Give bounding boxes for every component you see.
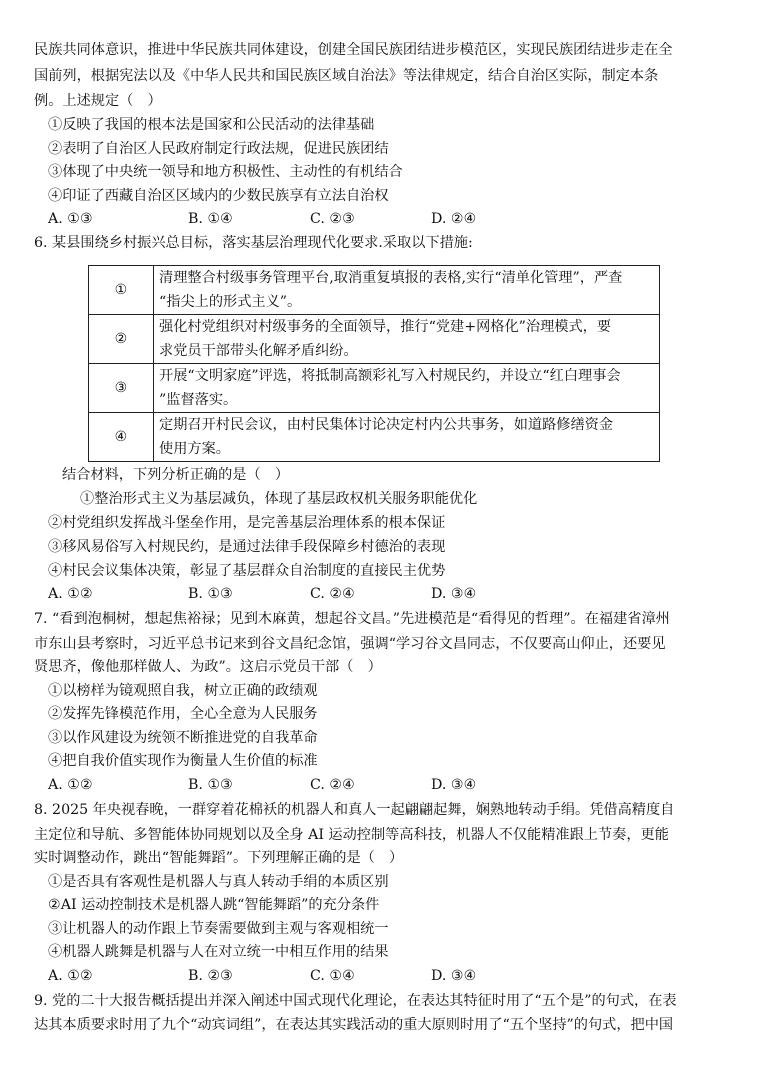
q6-choices [48, 584, 608, 604]
table-row [89, 315, 660, 364]
q6-choice-d[interactable]: D. ③④ [431, 586, 477, 602]
q7-stem-line-1: 7. “看到泡桐树，想起焦裕禄；见到木麻黄，想起谷文昌。”先进模范是“看得见的哲理”。在福建省漳州 [34, 611, 670, 627]
q6-choice-c[interactable]: C. ②④ [310, 586, 355, 602]
q8-option-2: ②AI 运动控制技术是机器人跳“智能舞蹈”的充分条件 [48, 897, 380, 913]
q7-option-2: ②发挥先锋模范作用，全心全意为人民服务 [48, 706, 318, 722]
q6-measures-table [88, 265, 660, 462]
q8-choice-b[interactable]: B. ②③ [188, 968, 233, 984]
q8-choice-c[interactable]: C. ①④ [310, 968, 355, 984]
q5-stem-line-3: 例。上述规定（ ） [34, 93, 162, 109]
q8-stem-line-3: 实时调整动作，跳出“智能舞蹈”。下列理解正确的是（ ） [34, 850, 404, 866]
q5-option-2: ②表明了自治区人民政府制定行政法规，促进民族团结 [48, 141, 389, 157]
measure-number: ② [89, 315, 154, 364]
table-row [89, 266, 660, 315]
measure-text [154, 364, 660, 413]
q7-choices [48, 775, 608, 795]
measure-text-line: 使用方案。 [159, 441, 230, 457]
q9-stem-line-2: 达其本质要求时用了九个“动宾词组”，在表达其实践活动的重大原则时用了“五个坚持”的句式，把中国 [34, 1017, 674, 1033]
measure-text [154, 315, 660, 364]
q8-option-1: ①是否具有客观性是机器人与真人转动手绢的本质区别 [48, 874, 389, 890]
measure-text-line: ”监督落实。 [159, 392, 238, 408]
q9-stem-line-1: 9. 党的二十大报告概括提出并深入阐述中国式现代化理论，在表达其特征时用了“五个是”的句式，在表 [34, 993, 677, 1009]
q7-stem-line-2: 市东山县考察时，习近平总书记来到谷文昌纪念馆，强调“学习谷文昌同志，不仅要高山仰止，还要见 [34, 636, 666, 652]
table-row [89, 413, 660, 462]
measure-text [154, 413, 660, 462]
q8-choices [48, 966, 608, 986]
q5-choices [48, 209, 608, 229]
q5-choice-d[interactable]: D. ②④ [431, 211, 477, 227]
q5-choice-b[interactable]: B. ①④ [188, 211, 233, 227]
q5-choice-c[interactable]: C. ②③ [310, 211, 355, 227]
q6-option-3: ③移风易俗写入村规民约，是通过法律手段保障乡村德治的表现 [48, 539, 446, 555]
q7-choice-c[interactable]: C. ②④ [310, 777, 355, 793]
measure-number: ④ [89, 413, 154, 462]
q7-choice-d[interactable]: D. ③④ [431, 777, 477, 793]
measure-text-line: 求党员干部带头化解矛盾纠纷。 [159, 343, 358, 359]
q7-option-1: ①以榜样为镜观照自我，树立正确的政绩观 [48, 683, 318, 699]
measure-text [154, 266, 660, 315]
q8-stem-line-2: 主定位和导航、多智能体协同规划以及全身 AI 运动控制等高科技，机器人不仅能精准跟上节奏，更能 [34, 827, 669, 843]
q6-option-2: ②村党组织发挥战斗堡垒作用，是完善基层治理体系的根本保证 [48, 515, 446, 531]
q5-option-3: ③体现了中央统一领导和地方积极性、主动性的有机结合 [48, 164, 403, 180]
q8-choice-a[interactable]: A. ①② [48, 968, 93, 984]
measure-number: ① [89, 266, 154, 315]
q6-stem: 6. 某县围绕乡村振兴总目标，落实基层治理现代化要求.采取以下措施: [34, 235, 473, 251]
q7-option-4: ④把自我价值实现作为衡量人生价值的标准 [48, 753, 318, 769]
measure-text-line: 清理整合村级事务管理平台,取消重复填报的表格,实行“清单化管理”，严查 [159, 270, 623, 286]
q6-choice-a[interactable]: A. ①② [48, 586, 93, 602]
q8-option-3: ③让机器人的动作跟上节奏需要做到主观与客观相统一 [48, 921, 389, 937]
q7-choice-a[interactable]: A. ①② [48, 777, 93, 793]
q6-choice-b[interactable]: B. ①③ [188, 586, 233, 602]
q5-stem-line-2: 国前列，根据宪法以及《中华人民共和国民族区域自治法》等法律规定，结合自治区实际，制定本条 [34, 68, 659, 84]
q8-stem-line-1: 8. 2025 年央视春晚，一群穿着花棉袄的机器人和真人一起翩翩起舞，娴熟地转动手绢。凭借高精度自 [34, 802, 675, 818]
q7-choice-b[interactable]: B. ①③ [188, 777, 233, 793]
q8-option-4: ④机器人跳舞是机器与人在对立统一中相互作用的结果 [48, 944, 389, 960]
q7-option-3: ③以作风建设为统领不断推进党的自我革命 [48, 730, 318, 746]
q6-option-1: ①整治形式主义为基层减负，体现了基层政权机关服务职能优化 [80, 491, 478, 507]
measure-text-line: 强化村党组织对村级事务的全面领导，推行“党建+网格化”治理模式，要 [159, 319, 612, 335]
q5-option-1: ①反映了我国的根本法是国家和公民活动的法律基础 [48, 117, 375, 133]
q7-stem-line-3: 贤思齐，像他那样做人、为政”。这启示党员干部（ ） [34, 659, 382, 675]
q5-choice-a[interactable]: A. ①③ [48, 211, 93, 227]
q6-option-4: ④村民会议集体决策，彰显了基层群众自治制度的直接民主优势 [48, 563, 446, 579]
q5-stem-line-1: 民族共同体意识，推进中华民族共同体建设，创建全国民族团结进步模范区，实现民族团结进步走在全 [34, 42, 673, 58]
measure-number: ③ [89, 364, 154, 413]
measure-text-line: “指尖上的形式主义”。 [159, 294, 302, 310]
q8-choice-d[interactable]: D. ③④ [431, 968, 477, 984]
table-row [89, 364, 660, 413]
q5-option-4: ④印证了西藏自治区区域内的少数民族享有立法自治权 [48, 188, 389, 204]
q6-prompt: 结合材料，下列分析正确的是（ ） [62, 467, 290, 483]
measure-text-line: 定期召开村民会议，由村民集体讨论决定村内公共事务，如道路修缮资金 [159, 417, 614, 433]
measure-text-line: 开展“文明家庭”评选，将抵制高额彩礼写入村规民约，并设立“红白理事会 [159, 368, 621, 384]
